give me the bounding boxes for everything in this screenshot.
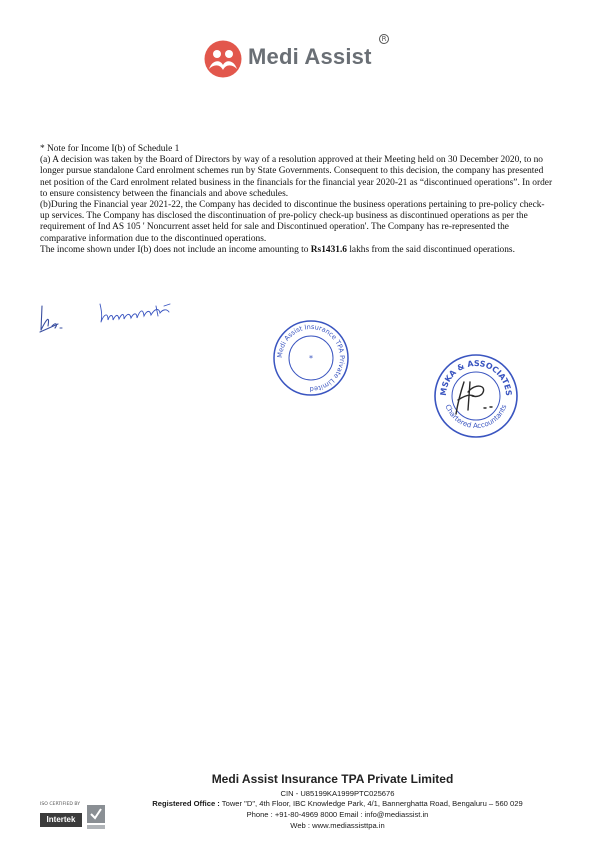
company-seal-stamp [271,318,351,398]
note-c-text-1: The income shown under I(b) does not include an income amounting to [40,244,311,255]
note-body [40,144,553,256]
note-title: * Note for Income I(b) of Schedule 1 [40,144,180,154]
svg-text:Chartered Accountants [444,403,509,430]
footer-company-name: Medi Assist Insurance TPA Private Limited [211,772,454,786]
ukas-check-icon [86,804,106,830]
cert-caption: ISO CERTIFIED BY [40,802,81,807]
logo-wordmark: Medi Assist [248,44,372,69]
svg-text:*: * [309,354,313,363]
signature-cursive [98,300,180,326]
certification-badge [40,802,114,834]
footer-phone-label: Phone : [246,810,273,819]
note-paragraph-a: (a) A decision was taken by the Board of Directors by way of a resolution approved at their Meeting held on 30 December 2020, to no longer pursue standalone Card enrolment schemes run by State Governments. Consequent to this decision, the company has presented net position of the Card enrolment related business in the financials for the financial year 2020-21 as “discontinued operations”. In order to ensure consistency between the financials and above schedules. [40,155,553,199]
logo-people-icon [204,40,242,78]
signature-initials [36,300,70,334]
intertek-logo: Intertek [40,813,82,827]
seal-text: Medi Assist Insurance TPA Private Limited [275,322,347,394]
footer-cin: CIN - U85199KA1999PTC025676 [280,789,395,798]
footer-web-url: www.mediassisttpa.in [310,821,385,830]
note-c-amount: Rs1431.6 [310,244,347,255]
note-c-text-2: lakhs from the said discontinued operations. [346,244,515,255]
note-paragraph-c [40,245,553,256]
registered-mark: R [379,34,389,44]
footer-reg-address: Tower "D", 4th Floor, IBC Knowledge Park, 4/1, Bannerghatta Road, Bengaluru – 560 029 [219,799,523,808]
auditor-seal-stamp [432,352,520,440]
footer-phone-email: +91-80-4969 8000 Email : info@mediassist.in [272,810,429,819]
note-paragraph-b: (b)During the Financial year 2021-22, the Company has decided to discontinue the business operations pertaining to pre-policy check-up services. The Company has disclosed the discontinuation of pre-policy check-up business as discontinued operations as per the requirement of Ind AS 105 ' Noncurrent asset held for sale and Discontinued operation'. The Company has re-represented the comparative information due to the discontinued operations. [40,200,545,244]
footer-reg-label: Registered Office : [152,799,220,808]
mska-seal-subtitle: Chartered Accountants [443,403,509,431]
footer-web-label: Web : [290,821,310,830]
mska-seal-title: MSKA & ASSOCIATES [438,358,514,397]
